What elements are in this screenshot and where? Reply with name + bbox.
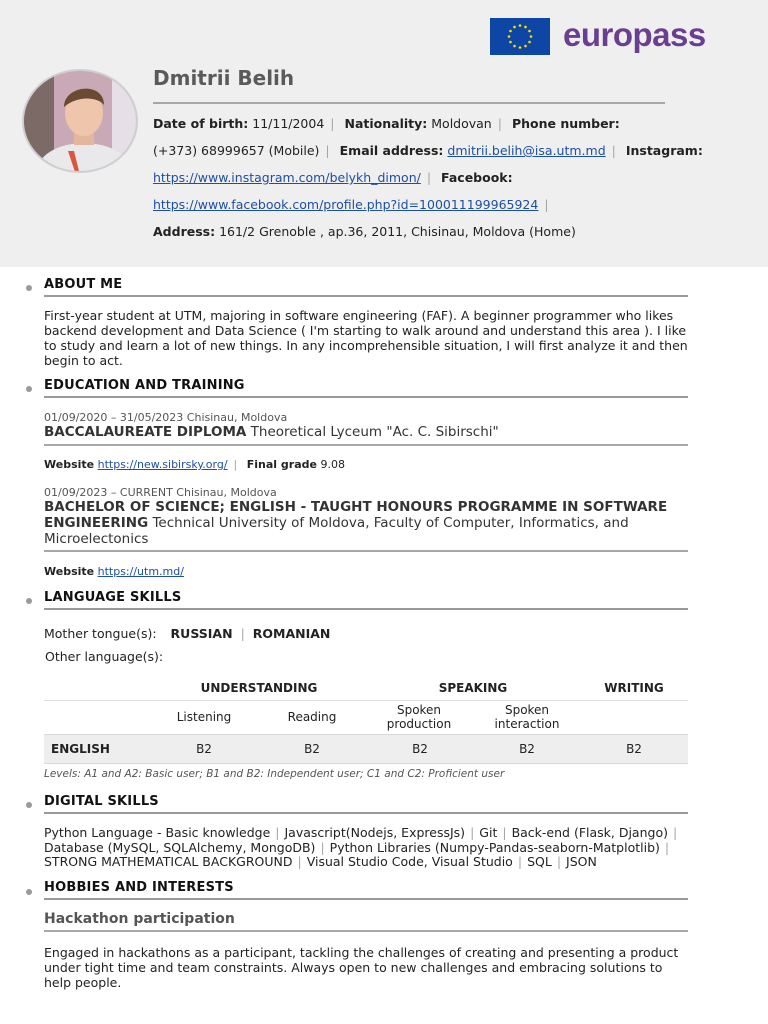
levels-note: Levels: A1 and A2: Basic user; B1 and B2: Independent user; C1 and C2: Proficient user [44, 768, 505, 780]
about-title: ABOUT ME [44, 277, 123, 292]
separator: | [275, 825, 280, 840]
separator: | [664, 839, 670, 855]
education-title: EDUCATION AND TRAINING [44, 378, 245, 393]
section-divider [44, 396, 688, 398]
eu-flag-icon [490, 18, 550, 55]
mother-tongue-value: ROMANIAN [252, 626, 331, 641]
nationality-label: Nationality: [344, 116, 428, 131]
separator: | [320, 839, 325, 855]
education-entry-title [44, 424, 688, 440]
phone-label: Phone number: [511, 116, 620, 131]
section-divider [44, 898, 688, 900]
education-dates: 01/09/2023 – CURRENT Chisinau, Moldova [44, 486, 277, 499]
flag-star [524, 26, 527, 29]
subheader-reading: Reading [287, 710, 337, 724]
education-degree: BACCALAUREATE DIPLOMA [44, 424, 247, 440]
separator: | [325, 143, 330, 158]
address-value: 161/2 Grenoble , ap.36, 2011, Chisinau, Moldova (Home) [219, 224, 576, 239]
website-label: Website [44, 458, 95, 471]
website-link[interactable]: https://utm.md/ [97, 565, 184, 578]
separator: | [330, 116, 335, 131]
digital-skills-list [44, 826, 688, 870]
skill-item: SQL [527, 854, 552, 869]
phone-value: (+373) 68999657 (Mobile) [153, 143, 320, 158]
subheader-spoken-interaction: Spoken interaction [494, 703, 560, 731]
flag-star [508, 35, 511, 38]
separator: | [544, 197, 549, 212]
info-line-2 [153, 143, 703, 158]
section-divider [44, 812, 688, 814]
dob-label: Date of birth: [153, 116, 249, 131]
skill-item: Python Libraries (Numpy-Pandas-seaborn-Matplotlib) [329, 839, 660, 855]
skill-item: Git [479, 825, 498, 840]
address-label: Address: [153, 224, 216, 239]
avatar [22, 69, 138, 173]
flag-star [519, 24, 522, 27]
education-website-line [44, 565, 184, 578]
education-website-line [44, 458, 345, 471]
flag-star [513, 45, 516, 48]
email-label: Email address: [339, 143, 444, 158]
separator: | [240, 626, 245, 641]
section-bullet [26, 802, 32, 808]
separator: | [497, 116, 502, 131]
separator: | [502, 825, 507, 840]
skill-item: Visual Studio Code, Visual Studio [306, 854, 513, 869]
dob-value: 11/11/2004 [252, 116, 325, 131]
section-bullet [26, 598, 32, 604]
skill-item: Javascript(Nodejs, ExpressJs) [284, 825, 466, 840]
other-languages-label: Other language(s): [45, 649, 164, 664]
hobbies-title: HOBBIES AND INTERESTS [44, 880, 234, 895]
education-degree: BACHELOR OF SCIENCE; ENGLISH - TAUGHT HONOURS PROGRAMME IN SOFTWARE ENGINEERING [44, 499, 668, 531]
section-bullet [26, 889, 32, 895]
separator: | [470, 825, 475, 840]
flag-star [509, 41, 512, 44]
separator: | [611, 143, 616, 158]
table-divider [44, 700, 688, 701]
flag-star [509, 30, 512, 33]
section-divider [44, 608, 688, 610]
level-spoken-interaction: B2 [519, 742, 535, 756]
level-spoken-production: B2 [412, 742, 428, 756]
info-line-5 [153, 224, 576, 239]
level-writing: B2 [626, 742, 642, 756]
skill-item: Back-end (Flask, Django) [511, 825, 668, 840]
skill-item: Database (MySQL, SQLAlchemy, MongoDB) [44, 839, 316, 855]
entry-divider [44, 930, 688, 932]
instagram-label: Instagram: [625, 143, 703, 158]
subheader-listening: Listening [176, 710, 232, 724]
header-understanding: UNDERSTANDING [200, 681, 318, 695]
about-text: First-year student at UTM, majoring in software engineering (FAF). A beginner programmer who likes backend development and Data Science ( I'm starting to walk around and understand this area ). I like to study and learn a lot of new things. In any incomprehensible situation, I will first analyze it and then begin to act. [44, 308, 688, 368]
separator: | [556, 854, 562, 869]
education-dates: 01/09/2020 – 31/05/2023 Chisinau, Moldova [44, 411, 288, 424]
website-label: Website [44, 565, 95, 578]
header-speaking: SPEAKING [438, 681, 508, 695]
language-row [44, 734, 688, 764]
education-entry-title [44, 499, 688, 547]
europass-logo: europass [563, 16, 706, 53]
info-line-1 [153, 116, 620, 131]
section-bullet [26, 285, 32, 291]
flag-star [513, 26, 516, 29]
flag-star [519, 46, 522, 49]
entry-divider [44, 550, 688, 552]
info-line-3 [153, 170, 513, 185]
header-writing: WRITING [604, 681, 664, 695]
email-link[interactable]: dmitrii.belih@isa.utm.md [447, 143, 606, 158]
languages-title: LANGUAGE SKILLS [44, 590, 182, 605]
website-link[interactable]: https://new.sibirsky.org/ [97, 458, 228, 471]
entry-divider [44, 444, 688, 446]
hobby-text: Engaged in hackathons as a participant, tackling the challenges of creating and presenting a product under tight time and team constraints. Always open to new challenges and embracing solutions to help people. [44, 945, 679, 990]
section-divider [44, 295, 688, 297]
info-line-4 [153, 197, 555, 212]
separator: | [297, 854, 302, 869]
cv-header [0, 0, 768, 267]
language-name: ENGLISH [51, 742, 110, 756]
mother-tongue-line [44, 626, 330, 641]
flag-star [530, 35, 533, 38]
mother-tongue-label: Mother tongue(s): [44, 626, 157, 641]
name-divider [153, 102, 665, 104]
mother-tongue-value: RUSSIAN [170, 626, 233, 641]
separator: | [517, 854, 523, 869]
level-listening: B2 [196, 742, 212, 756]
grade-label: Final grade [246, 458, 317, 471]
nationality-value: Moldovan [431, 116, 492, 131]
separator: | [233, 458, 238, 471]
education-institution: Technical University of Moldova, Faculty of Computer, Informatics, and Microelectonics [44, 515, 629, 547]
digital-title: DIGITAL SKILLS [44, 794, 159, 809]
skill-item: STRONG MATHEMATICAL BACKGROUND [44, 854, 293, 869]
hobby-subtitle: Hackathon participation [44, 911, 235, 927]
skill-item: Python Language - Basic knowledge [44, 825, 271, 840]
education-institution: Theoretical Lyceum "Ac. C. Sibirschi" [250, 424, 499, 440]
separator: | [672, 825, 678, 840]
flag-star [524, 45, 527, 48]
flag-star [528, 30, 531, 33]
instagram-link[interactable]: https://www.instagram.com/belykh_dimon/ [153, 170, 421, 185]
section-bullet [26, 386, 32, 392]
level-reading: B2 [304, 742, 320, 756]
grade-value: 9.08 [320, 458, 345, 471]
person-name: Dmitrii Belih [153, 66, 295, 90]
flag-star [528, 41, 531, 44]
subheader-spoken-production: Spoken production [386, 703, 452, 731]
facebook-link[interactable]: https://www.facebook.com/profile.php?id=100011199965924 [153, 197, 539, 212]
separator: | [426, 170, 432, 185]
skill-item: JSON [566, 854, 597, 869]
facebook-label: Facebook: [441, 170, 513, 185]
